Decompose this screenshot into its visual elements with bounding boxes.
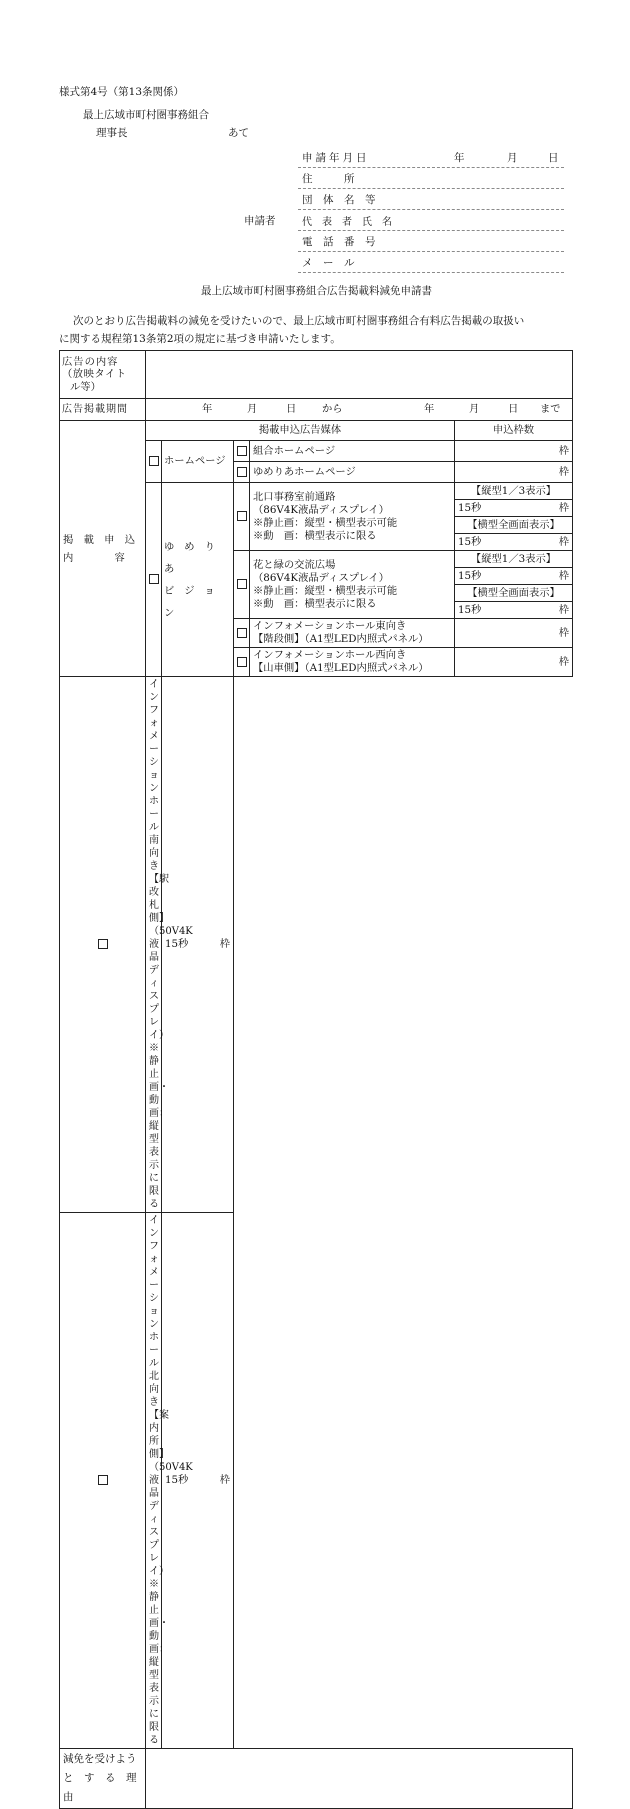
contents-label: 掲 載 申 込 内 容 [60,421,146,677]
addressed-to: あて [228,127,249,139]
hall-west-slots[interactable]: 枠 [455,648,573,677]
vision-checkbox[interactable] [146,483,162,677]
email-label: メ ー ル [302,257,355,269]
document-title: 最上広域市町村圏事務組合広告掲載料減免申請書 [201,285,432,297]
day-label: 日 [548,152,559,164]
address-label: 住 所 [302,173,355,185]
hall-east-checkbox[interactable] [234,619,250,648]
intro-line-2: に関する規程第13条第2項の規定に基づき申請いたします。 [59,333,341,345]
union-homepage-checkbox[interactable] [234,441,250,462]
hall-west-checkbox[interactable] [234,648,250,677]
homepage-label: ホームページ [162,441,234,483]
union-homepage-label: 組合ホームページ [250,441,455,462]
year-label: 年 [454,152,465,164]
homepage-checkbox[interactable] [146,441,162,483]
flower-plaza-checkbox[interactable] [234,551,250,619]
application-table [59,350,573,1809]
intro-line-1: 次のとおり広告掲載料の減免を受けたいので、最上広域市町村圏事務組合有料広告掲載の取扱い [73,315,525,327]
reason-label: 減免を受けよう と す る 理 由 [60,1749,146,1809]
period-field[interactable]: 年 月 日 から 年 月 日 まで [146,399,573,421]
hall-west-desc: インフォメーションホール西向き 【山車側】（A1型LED内照式パネル） [250,648,455,677]
hall-north-slots[interactable]: 15秒 枠 [162,1213,234,1749]
flower-slot-horizontal-field[interactable]: 15秒 枠 [455,602,573,619]
chairman-label: 理事長 [96,127,128,139]
north-slot-vertical-label: 【縦型1／3表示】 [455,483,573,500]
period-label: 広告掲載期間 [60,399,146,421]
vision-label: ゆめりあ ビジョン [162,483,234,677]
month-label: 月 [507,152,518,164]
applicant-label: 申請者 [244,215,276,227]
hall-south-slots[interactable]: 15秒 枠 [162,677,234,1213]
hall-east-slots[interactable]: 枠 [455,619,573,648]
hall-east-desc: インフォメーションホール東向き 【階段側】（A1型LED内照式パネル） [250,619,455,648]
phone-label: 電 話 番 号 [302,236,376,248]
north-corridor-desc: 北口事務室前通路 （86V4K液晶ディスプレイ） ※静止画：縦型・横型表示可能 ※動 画：横型表示に限る [250,483,455,551]
hall-south-checkbox[interactable] [60,677,146,1213]
form-number: 様式第4号（第13条関係） [59,86,185,98]
hall-north-checkbox[interactable] [60,1213,146,1749]
application-date-row [302,150,562,165]
union-homepage-slots[interactable]: 枠 [455,441,573,462]
media-header: 掲載申込広告媒体 [146,421,455,441]
date-label: 申請年月日 [302,152,370,164]
representative-label: 代 表 者 氏 名 [302,217,392,228]
slots-header: 申込枠数 [455,421,573,441]
north-slot-horizontal-field[interactable]: 15秒 枠 [455,534,573,551]
hall-north-desc: インフォメーションホール北向き 【案内所側】（50V4K液晶ディスプレイ） ※静止画・動画：縦型表示に限る [146,1213,162,1749]
north-slot-vertical-field[interactable]: 15秒 枠 [455,500,573,517]
flower-plaza-desc: 花と緑の交流広場 （86V4K液晶ディスプレイ） ※静止画：縦型・横型表示可能 ※動 画：横型表示に限る [250,551,455,619]
north-corridor-checkbox[interactable] [234,483,250,551]
flower-slot-vertical-field[interactable]: 15秒 枠 [455,568,573,585]
flower-slot-vertical-label: 【縦型1／3表示】 [455,551,573,568]
ad-content-label: 広告の内容 （放映タイト ル等） [60,351,146,399]
flower-slot-horizontal-label: 【横型全画面表示】 [455,585,573,602]
yumeria-homepage-slots[interactable]: 枠 [455,462,573,483]
reason-field[interactable] [146,1749,573,1809]
group-name-label: 団 体 名 等 [302,194,376,206]
yumeria-homepage-checkbox[interactable] [234,462,250,483]
organization-name: 最上広域市町村圏事務組合 [83,109,209,121]
north-slot-horizontal-label: 【横型全画面表示】 [455,517,573,534]
hall-south-desc: インフォメーションホール南向き 【駅改札側】（50V4K液晶ディスプレイ） ※静止画・動画：縦型表示に限る [146,677,162,1213]
yumeria-homepage-label: ゆめりあホームページ [250,462,455,483]
ad-content-field[interactable] [146,351,573,399]
